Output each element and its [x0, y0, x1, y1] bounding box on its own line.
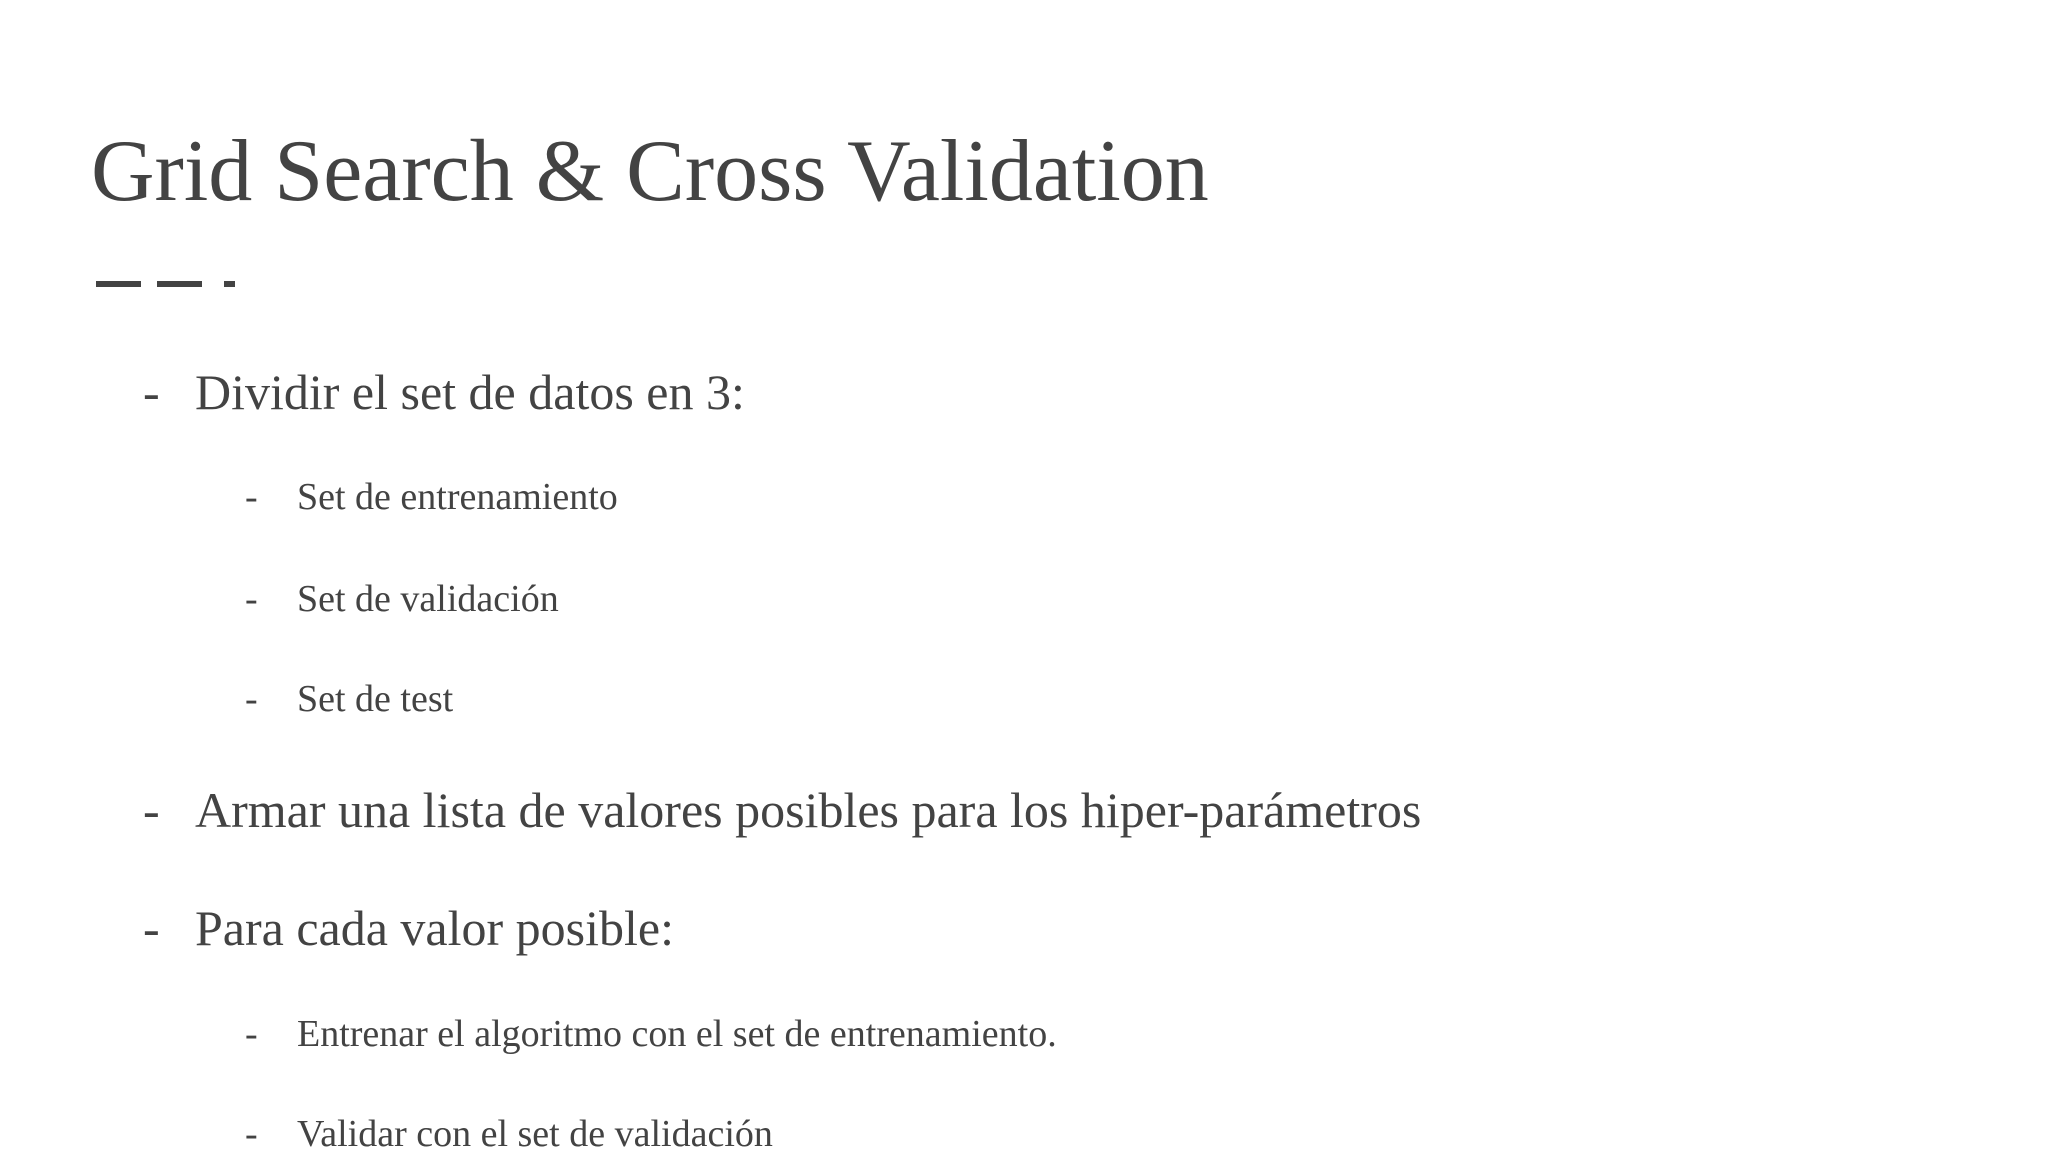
bullet-marker: -: [245, 578, 258, 620]
title-underline-accent: [96, 281, 236, 287]
bullet-marker: -: [143, 900, 160, 956]
bullet-text: Set de validación: [297, 578, 559, 620]
bullet-text: Entrenar el algoritmo con el set de entrenamiento.: [297, 1013, 1057, 1055]
bullet-marker: -: [143, 782, 160, 838]
bullet-marker: -: [245, 678, 258, 720]
bullet-text: Dividir el set de datos en 3:: [195, 364, 745, 420]
bullet-marker: -: [245, 476, 258, 518]
bullet-text: Validar con el set de validación: [297, 1113, 773, 1155]
accent-segment: [157, 281, 202, 287]
bullet-marker: -: [143, 364, 160, 420]
accent-segment: [96, 281, 141, 287]
bullet-marker: -: [245, 1013, 258, 1055]
bullet-text: Set de test: [297, 678, 454, 720]
bullet-marker: -: [245, 1113, 258, 1155]
slide-title: Grid Search & Cross Validation: [91, 123, 1209, 220]
bullet-text: Set de entrenamiento: [297, 476, 618, 518]
accent-segment: [224, 281, 235, 287]
bullet-text: Armar una lista de valores posibles para los hiper-parámetros: [195, 782, 1422, 838]
bullet-text: Para cada valor posible:: [195, 900, 674, 956]
